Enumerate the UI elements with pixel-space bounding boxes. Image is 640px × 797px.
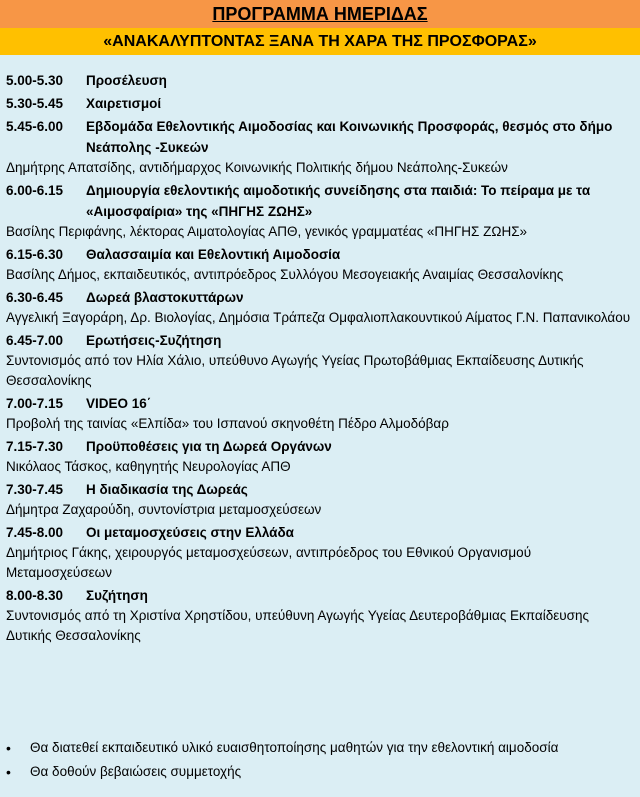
schedule-title: Προσέλευση: [86, 73, 167, 88]
schedule-item: [6, 287, 634, 328]
schedule-title: Εβδομάδα Εθελοντικής Αιμοδοσίας και Κοινωνικής Προσφοράς, θεσμός στο δήμο Νεάπολης -Συκεών: [86, 119, 613, 155]
schedule-item: [6, 244, 634, 285]
schedule-title: Προϋποθέσεις για τη Δωρεά Οργάνων: [86, 439, 332, 454]
schedule-time: 7.00-7.15: [6, 396, 64, 411]
schedule-time: 5.30-5.45: [6, 96, 64, 111]
schedule-speaker: Δημήτριος Γάκης, χειρουργός μεταμοσχεύσεων, αντιπρόεδρος του Εθνικού Οργανισμού Μεταμοσχεύσεων: [6, 545, 532, 580]
schedule-title: Οι μεταμοσχεύσεις στην Ελλάδα: [86, 525, 294, 540]
bullet-icon: •: [6, 740, 11, 756]
schedule-item: [6, 522, 634, 583]
schedule-time: 5.45-6.00: [6, 119, 64, 134]
schedule-item: [6, 479, 634, 520]
page-title: ΠΡΟΓΡΑΜΜΑ ΗΜΕΡΙΔΑΣ: [212, 4, 428, 24]
bullet-icon: •: [6, 764, 11, 780]
note-item: [6, 762, 634, 782]
schedule-time: 7.45-8.00: [6, 525, 64, 540]
schedule-list: [6, 70, 634, 648]
note-text: Θα διατεθεί εκπαιδευτικό υλικό ευαισθητοποίησης μαθητών για την εθελοντική αιμοδοσία: [30, 740, 559, 755]
schedule-time: 7.30-7.45: [6, 482, 64, 497]
schedule-title: Θαλασσαιμία και Εθελοντική Αιμοδοσία: [86, 247, 341, 262]
schedule-title: Χαιρετισμοί: [86, 96, 162, 111]
schedule-speaker: Συντονισμός από τη Χριστίνα Χρηστίδου, υπεύθυνη Αγωγής Υγείας Δευτεροβάθμιας Εκπαίδευσης Δυτικής Θεσσαλονίκης: [6, 608, 589, 643]
schedule-time: 8.00-8.30: [6, 588, 64, 603]
schedule-title: Δημιουργία εθελοντικής αιμοδοτικής συνείδησης στα παιδιά: Το πείραμα με τα «Αιμοσφαίρια» της «ΠΗΓΗΣ ΖΩΗΣ»: [86, 183, 591, 219]
schedule-item: [6, 436, 634, 477]
schedule-speaker: Δήμητρα Ζαχαρούδη, συντονίστρια μεταμοσχεύσεων: [6, 502, 322, 517]
page-subtitle: «ΑΝΑΚΑΛΥΠΤΟΝΤΑΣ ΞΑΝΑ ΤΗ ΧΑΡΑ ΤΗΣ ΠΡΟΣΦΟΡΑΣ»: [103, 33, 537, 50]
schedule-item: [6, 393, 634, 434]
notes-list: [6, 738, 634, 786]
schedule-item: [6, 330, 634, 391]
schedule-time: 7.15-7.30: [6, 439, 64, 454]
schedule-title: Ερωτήσεις-Συζήτηση: [86, 333, 222, 348]
schedule-time: 6.45-7.00: [6, 333, 64, 348]
schedule-time: 6.00-6.15: [6, 183, 64, 198]
schedule-item: [6, 180, 634, 242]
subtitle-banner: [0, 28, 640, 55]
schedule-item: [6, 70, 634, 91]
schedule-item: [6, 585, 634, 646]
schedule-speaker: Αγγελική Ξαγοράρη, Δρ. Βιολογίας, Δημόσια Τράπεζα Ομφαλιοπλακουντικού Αίματος Γ.Ν. Παπανικολάου: [6, 310, 631, 325]
schedule-speaker: Συντονισμός από τον Ηλία Χάλιο, υπεύθυνο Αγωγής Υγείας Πρωτοβάθμιας Εκπαίδευσης Δυτικής Θεσσαλονίκης: [6, 353, 584, 388]
schedule-speaker: Βασίλης Περιφάνης, λέκτορας Αιματολογίας ΑΠΘ, γενικός γραμματέας «ΠΗΓΗΣ ΖΩΗΣ»: [6, 224, 528, 239]
schedule-speaker: Δημήτρης Απατσίδης, αντιδήμαρχος Κοινωνικής Πολιτικής δήμου Νεάπολης-Συκεών: [6, 160, 508, 175]
note-item: [6, 738, 634, 758]
schedule-item: [6, 93, 634, 114]
schedule-title: VIDEO 16΄: [86, 396, 152, 411]
schedule-time: 6.15-6.30: [6, 247, 64, 262]
title-banner: [0, 0, 640, 28]
schedule-title: Δωρεά βλαστοκυττάρων: [86, 290, 244, 305]
schedule-time: 6.30-6.45: [6, 290, 64, 305]
schedule-speaker: Προβολή της ταινίας «Ελπίδα» του Ισπανού σκηνοθέτη Πέδρο Αλμοδόβαρ: [6, 416, 449, 431]
schedule-time: 5.00-5.30: [6, 73, 64, 88]
schedule-speaker: Βασίλης Δήμος, εκπαιδευτικός, αντιπρόεδρος Συλλόγου Μεσογειακής Αναιμίας Θεσσαλονίκης: [6, 267, 564, 282]
schedule-title: Η διαδικασία της Δωρεάς: [86, 482, 248, 497]
schedule-speaker: Νικόλαος Τάσκος, καθηγητής Νευρολογίας ΑΠΘ: [6, 459, 291, 474]
schedule-item: [6, 116, 634, 178]
note-text: Θα δοθούν βεβαιώσεις συμμετοχής: [30, 764, 242, 779]
schedule-title: Συζήτηση: [86, 588, 148, 603]
